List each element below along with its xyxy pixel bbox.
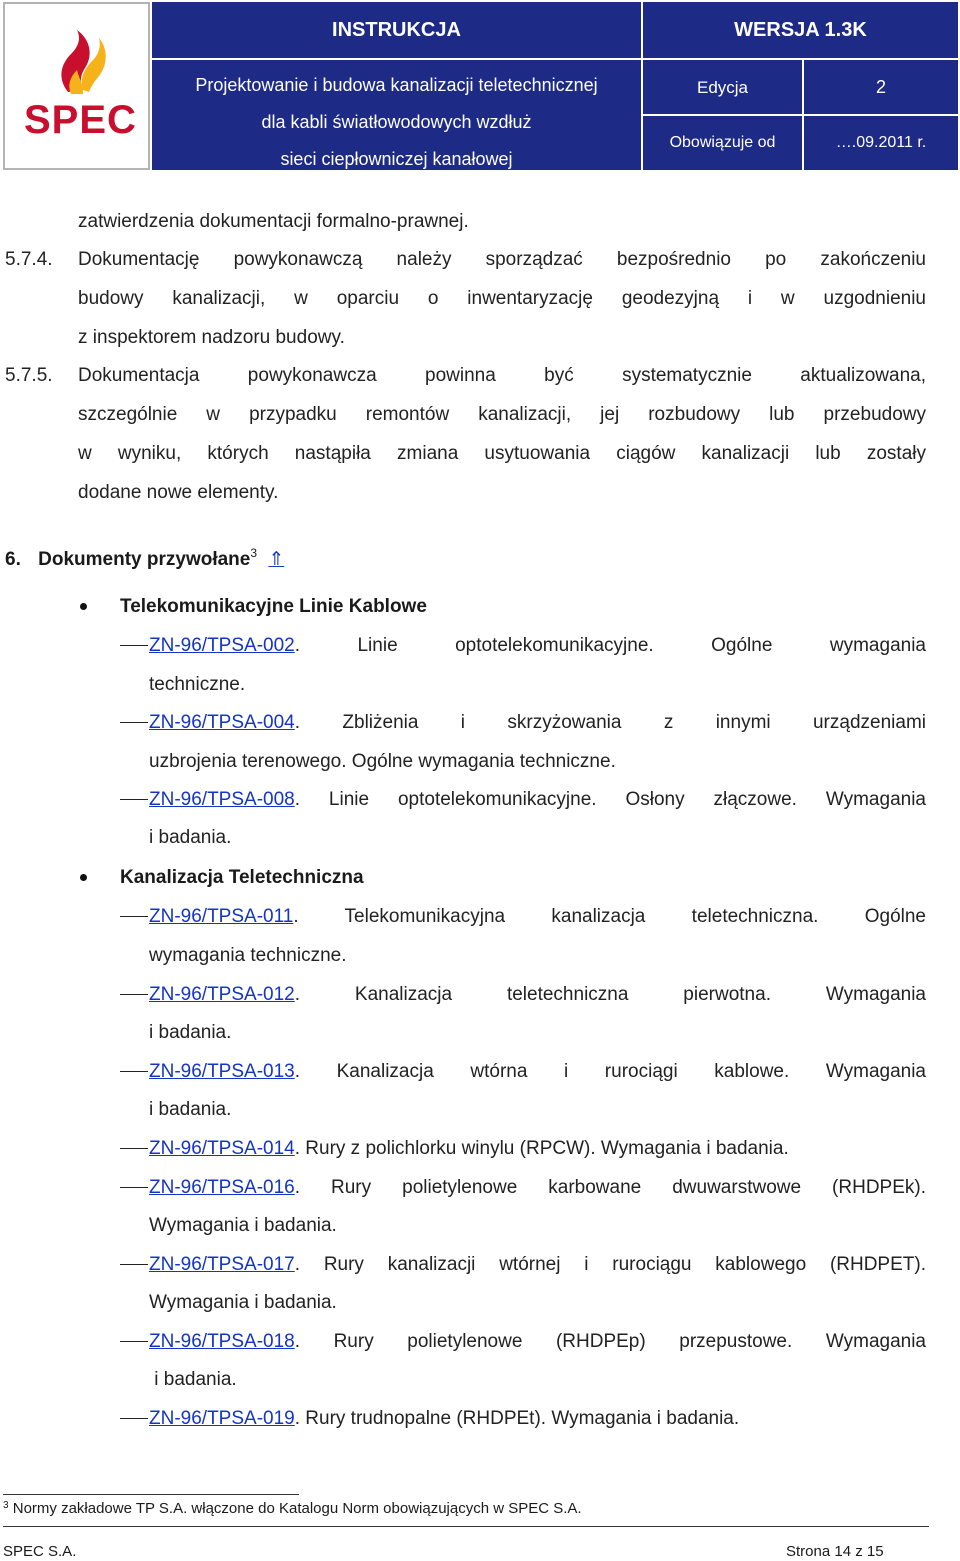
standard-link-016[interactable]: ZN-96/TPSA-016	[149, 1177, 295, 1198]
standard-desc-cont: i badania.	[149, 1099, 232, 1120]
standard-item-019	[149, 1399, 739, 1438]
paragraph-574-line-3: z inspektorem nadzoru budowy.	[78, 327, 345, 348]
dash-icon	[120, 1148, 148, 1149]
section-heading	[5, 548, 284, 571]
standard-link-017[interactable]: ZN-96/TPSA-017	[149, 1254, 295, 1275]
standard-item-017	[149, 1245, 926, 1284]
paragraph-574-line-1: Dokumentację powykonawczą należy sporządzać bezpośrednio po zakończeniu	[78, 249, 926, 270]
paragraph-number-574: 5.7.4.	[5, 249, 53, 270]
doc-title-line-1: Projektowanie i budowa kanalizacji teletechnicznej	[195, 75, 598, 95]
document-header	[3, 2, 958, 170]
standard-desc: . Zbliżenia i skrzyżowania z innymi urządzeniami	[294, 712, 926, 733]
category-title-telekomunikacyjne: Telekomunikacyjne Linie Kablowe	[120, 596, 427, 617]
bullet-icon	[80, 874, 87, 881]
wersja-label: WERSJA 1.3K	[734, 19, 867, 41]
dash-icon	[120, 799, 148, 800]
standard-link-012[interactable]: ZN-96/TPSA-012	[149, 984, 295, 1005]
standard-link-019[interactable]: ZN-96/TPSA-019	[149, 1408, 295, 1429]
spec-logo-text: SPEC	[24, 98, 137, 142]
standard-desc: . Linie optotelekomunikacyjne. Osłony złączowe. Wymagania	[294, 789, 926, 810]
footer-page-number: Strona 14 z 15	[786, 1543, 884, 1560]
back-to-top-arrow-icon[interactable]: ⇑	[268, 549, 285, 570]
standard-link-011[interactable]: ZN-96/TPSA-011	[149, 906, 294, 927]
dash-icon	[120, 722, 148, 723]
dash-icon	[120, 645, 148, 646]
footer-company: SPEC S.A.	[3, 1543, 77, 1560]
standard-link-018[interactable]: ZN-96/TPSA-018	[149, 1331, 295, 1352]
dash-icon	[120, 1071, 148, 1072]
standard-link-013[interactable]: ZN-96/TPSA-013	[149, 1061, 295, 1082]
dash-icon	[120, 916, 148, 917]
footnote-reference[interactable]: 3	[250, 546, 258, 560]
standard-desc: . Rury polietylenowe (RHDPEp) przepustowe. Wymagania	[294, 1331, 926, 1352]
wersja-cell	[643, 2, 958, 58]
standard-item-012	[149, 975, 926, 1014]
standard-item-011	[149, 897, 926, 936]
paragraph-575-line-4: dodane nowe elementy.	[78, 482, 279, 503]
standard-desc: . Rury kanalizacji wtórnej i rurociągu kablowego (RHDPET).	[294, 1254, 926, 1275]
standard-desc: . Kanalizacja teletechniczna pierwotna. Wymagania	[294, 984, 926, 1005]
obowiazuje-label-cell	[643, 116, 802, 170]
dash-icon	[120, 1341, 148, 1342]
standard-desc: . Linie optotelekomunikacyjne. Ogólne wymagania	[294, 635, 926, 656]
standard-item-014	[149, 1129, 789, 1168]
standard-desc: . Rury trudnopalne (RHDPEt). Wymagania i badania.	[294, 1408, 740, 1429]
spec-flame-logo-icon	[5, 4, 152, 104]
standard-item-008	[149, 780, 926, 819]
standard-item-016	[149, 1168, 926, 1207]
obowiazuje-value: ….09.2011 r.	[835, 134, 927, 151]
edycja-label: Edycja	[696, 78, 749, 97]
dash-icon	[120, 1264, 148, 1265]
doc-title-line-2: dla kabli światłowodowych wzdłuż	[261, 112, 532, 132]
footnote-number: 3	[3, 1500, 9, 1511]
doc-title-line-3: sieci ciepłowniczej kanałowej	[280, 149, 513, 169]
edycja-value-cell	[804, 60, 958, 114]
obowiazuje-label: Obowiązuje od	[669, 134, 776, 151]
standard-desc-cont: wymagania techniczne.	[149, 945, 347, 966]
standard-desc: . Rury z polichlorku winylu (RPCW). Wymagania i badania.	[294, 1138, 789, 1159]
paragraph-575-line-1: Dokumentacja powykonawcza powinna być systematycznie aktualizowana,	[78, 365, 926, 386]
standard-desc: . Rury polietylenowe karbowane dwuwarstwowe (RHDPEk).	[294, 1177, 926, 1198]
footnote-text: Normy zakładowe TP S.A. włączone do Katalogu Norm obowiązujących w SPEC S.A.	[8, 1500, 582, 1517]
standard-desc-cont: techniczne.	[149, 674, 246, 695]
footnote-separator	[3, 1494, 299, 1495]
standard-link-002[interactable]: ZN-96/TPSA-002	[149, 635, 295, 656]
edycja-value: 2	[875, 77, 886, 97]
dash-icon	[120, 1187, 148, 1188]
continuation-line: zatwierdzenia dokumentacji formalno-prawnej.	[78, 211, 469, 232]
dash-icon	[120, 1418, 148, 1419]
standard-desc-cont: uzbrojenia terenowego. Ogólne wymagania techniczne.	[149, 751, 616, 772]
edycja-label-cell	[643, 60, 802, 114]
standard-desc: . Telekomunikacyjna kanalizacja teletechniczna. Ogólne	[293, 906, 926, 927]
obowiazuje-value-cell	[804, 116, 958, 170]
logo-cell	[3, 2, 150, 170]
standard-desc: . Kanalizacja wtórna i rurociągi kablowe. Wymagania	[294, 1061, 926, 1082]
title-cell	[152, 60, 641, 170]
standard-item-018	[149, 1322, 926, 1361]
standard-item-004	[149, 703, 926, 742]
standard-desc-cont: i badania.	[149, 1022, 232, 1043]
standard-item-002	[149, 626, 926, 665]
standard-link-008[interactable]: ZN-96/TPSA-008	[149, 789, 295, 810]
standard-link-014[interactable]: ZN-96/TPSA-014	[149, 1138, 295, 1159]
paragraph-575-line-2: szczególnie w przypadku remontów kanalizacji, jej rozbudowy lub przebudowy	[78, 404, 926, 425]
section-title: Dokumenty przywołane	[38, 549, 251, 570]
paragraph-number-575: 5.7.5.	[5, 365, 53, 386]
standard-desc-cont: i badania.	[149, 827, 232, 848]
section-number: 6.	[5, 549, 21, 570]
paragraph-575-line-3: w wyniku, których nastąpiła zmiana usytuowania ciągów kanalizacji lub zostały	[78, 443, 926, 464]
category-title-kanalizacja: Kanalizacja Teletechniczna	[120, 867, 364, 888]
paragraph-574-line-2: budowy kanalizacji, w oparciu o inwentaryzację geodezyjną i w uzgodnieniu	[78, 288, 926, 309]
standard-item-013	[149, 1052, 926, 1091]
instrukcja-cell	[152, 2, 641, 58]
standard-desc-cont: Wymagania i badania.	[149, 1215, 337, 1236]
footer-separator	[3, 1526, 929, 1527]
footnote	[3, 1500, 582, 1517]
bullet-icon	[80, 603, 87, 610]
standard-desc-cont: Wymagania i badania.	[149, 1292, 337, 1313]
dash-icon	[120, 994, 148, 995]
standard-link-004[interactable]: ZN-96/TPSA-004	[149, 712, 295, 733]
standard-desc-cont: i badania.	[149, 1369, 237, 1390]
instrukcja-label: INSTRUKCJA	[332, 19, 461, 41]
